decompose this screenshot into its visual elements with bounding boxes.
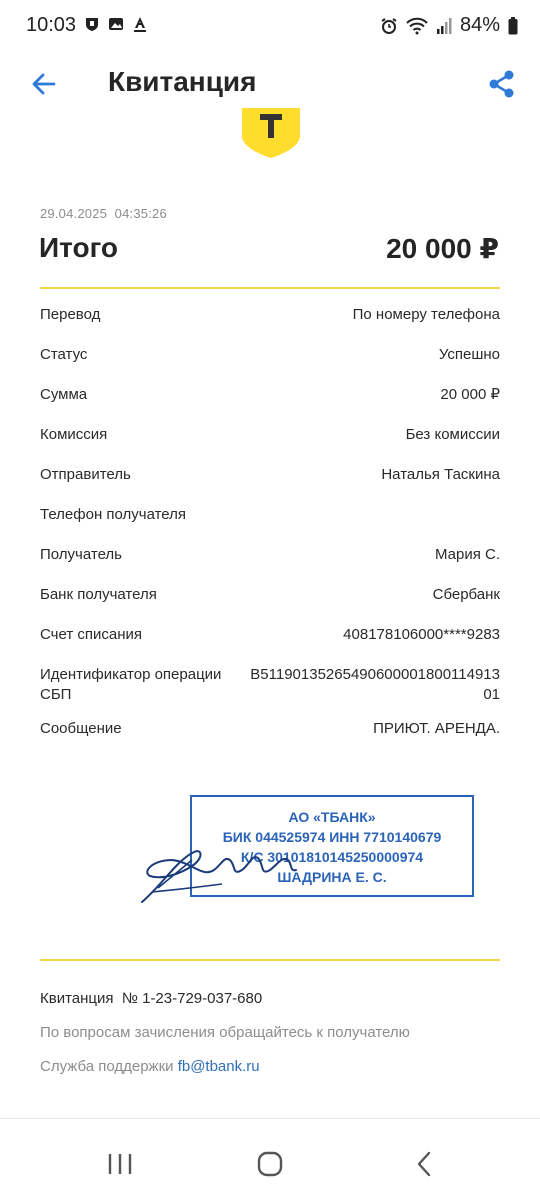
status-time: 10:03 <box>26 14 77 36</box>
detail-value: 20 000 ₽ <box>440 386 500 403</box>
detail-row-message <box>40 719 500 739</box>
detail-label: Идентификатор операции СБП <box>40 666 222 703</box>
operation-datetime: 29.04.2025 04:35:26 <box>40 206 167 221</box>
wifi-icon <box>406 17 428 35</box>
detail-row-debit-account <box>40 625 500 645</box>
detail-value: ПРИЮТ. АРЕНДА. <box>373 720 500 737</box>
detail-row-commission <box>40 425 500 445</box>
detail-label: Телефон получателя <box>40 506 187 523</box>
app-bar <box>0 52 540 114</box>
page-title: Квитанция <box>108 66 257 97</box>
detail-row-recipient <box>40 545 500 565</box>
stamp-correspondent-account: К/С 30101810145250000974 <box>240 849 424 865</box>
support-email-link[interactable]: fb@tbank.ru <box>177 1058 260 1075</box>
total-label: Итого <box>39 232 118 263</box>
system-nav-bar <box>0 1130 540 1200</box>
back-button[interactable] <box>24 64 64 104</box>
recent-apps-button[interactable] <box>100 1146 140 1182</box>
detail-value: Мария С. <box>434 546 500 563</box>
detail-label: Статус <box>40 346 88 363</box>
detail-label: Перевод <box>40 306 101 323</box>
recent-apps-icon <box>106 1152 134 1176</box>
detail-value: 408178106000****9283 <box>343 626 500 643</box>
battery-percent: 84% <box>459 14 500 36</box>
detail-value: Сбербанк <box>432 586 500 603</box>
detail-label: Банк получателя <box>40 586 157 603</box>
status-bar <box>0 0 540 52</box>
stamp-signatory: ШАДРИНА Е. С. <box>277 869 387 885</box>
signal-icon <box>436 17 452 35</box>
divider-top <box>40 287 500 289</box>
back-nav-button[interactable] <box>404 1146 444 1182</box>
tbank-logo <box>242 108 300 158</box>
detail-row-recipient-phone <box>40 505 500 525</box>
notification-icons <box>84 16 148 32</box>
detail-label: Счет списания <box>40 626 142 643</box>
detail-row-amount <box>40 385 500 405</box>
support-line <box>40 1058 260 1075</box>
receipt-number: Квитанция № 1-23-729-037-680 <box>40 990 263 1007</box>
detail-row-transfer <box>40 305 500 325</box>
detail-label: Сообщение <box>40 720 122 737</box>
detail-label: Отправитель <box>40 466 131 483</box>
home-icon <box>256 1150 284 1178</box>
divider-bottom <box>40 959 500 961</box>
detail-value: Успешно <box>438 346 500 363</box>
detail-label: Получатель <box>40 546 122 563</box>
detail-value: Наталья Таскина <box>381 466 500 483</box>
support-label: Служба поддержки <box>40 1058 178 1075</box>
detail-label: Комиссия <box>40 426 108 443</box>
system-icons <box>380 14 518 37</box>
detail-value: Без комиссии <box>405 426 500 443</box>
detail-row-status <box>40 345 500 365</box>
nav-divider <box>0 1118 540 1119</box>
detail-value: По номеру телефона <box>352 306 500 323</box>
home-button[interactable] <box>250 1146 290 1182</box>
signature-image <box>132 830 302 910</box>
stamp-bik-inn: БИК 044525974 ИНН 7710140679 <box>222 829 442 845</box>
back-arrow-icon <box>30 70 58 98</box>
back-chevron-icon <box>412 1150 436 1178</box>
battery-icon <box>508 17 518 35</box>
font-a-icon <box>132 16 148 32</box>
detail-label: Сумма <box>40 386 88 403</box>
share-button[interactable] <box>482 64 522 104</box>
detail-row-recipient-bank <box>40 585 500 605</box>
alarm-icon <box>380 17 398 35</box>
enrollment-note: По вопросам зачисления обращайтесь к получателю <box>40 1024 410 1041</box>
image-icon <box>108 16 124 32</box>
total-amount: 20 000 ₽ <box>386 233 499 264</box>
detail-row-sender <box>40 465 500 485</box>
shield-icon <box>84 16 100 32</box>
share-icon <box>487 69 517 99</box>
receipt-details <box>40 305 500 759</box>
stamp-bank-name: АО «ТБАНК» <box>288 809 376 825</box>
detail-value: B5119013526549060000180011491301 <box>250 666 500 703</box>
detail-row-sbp-id <box>40 665 500 705</box>
